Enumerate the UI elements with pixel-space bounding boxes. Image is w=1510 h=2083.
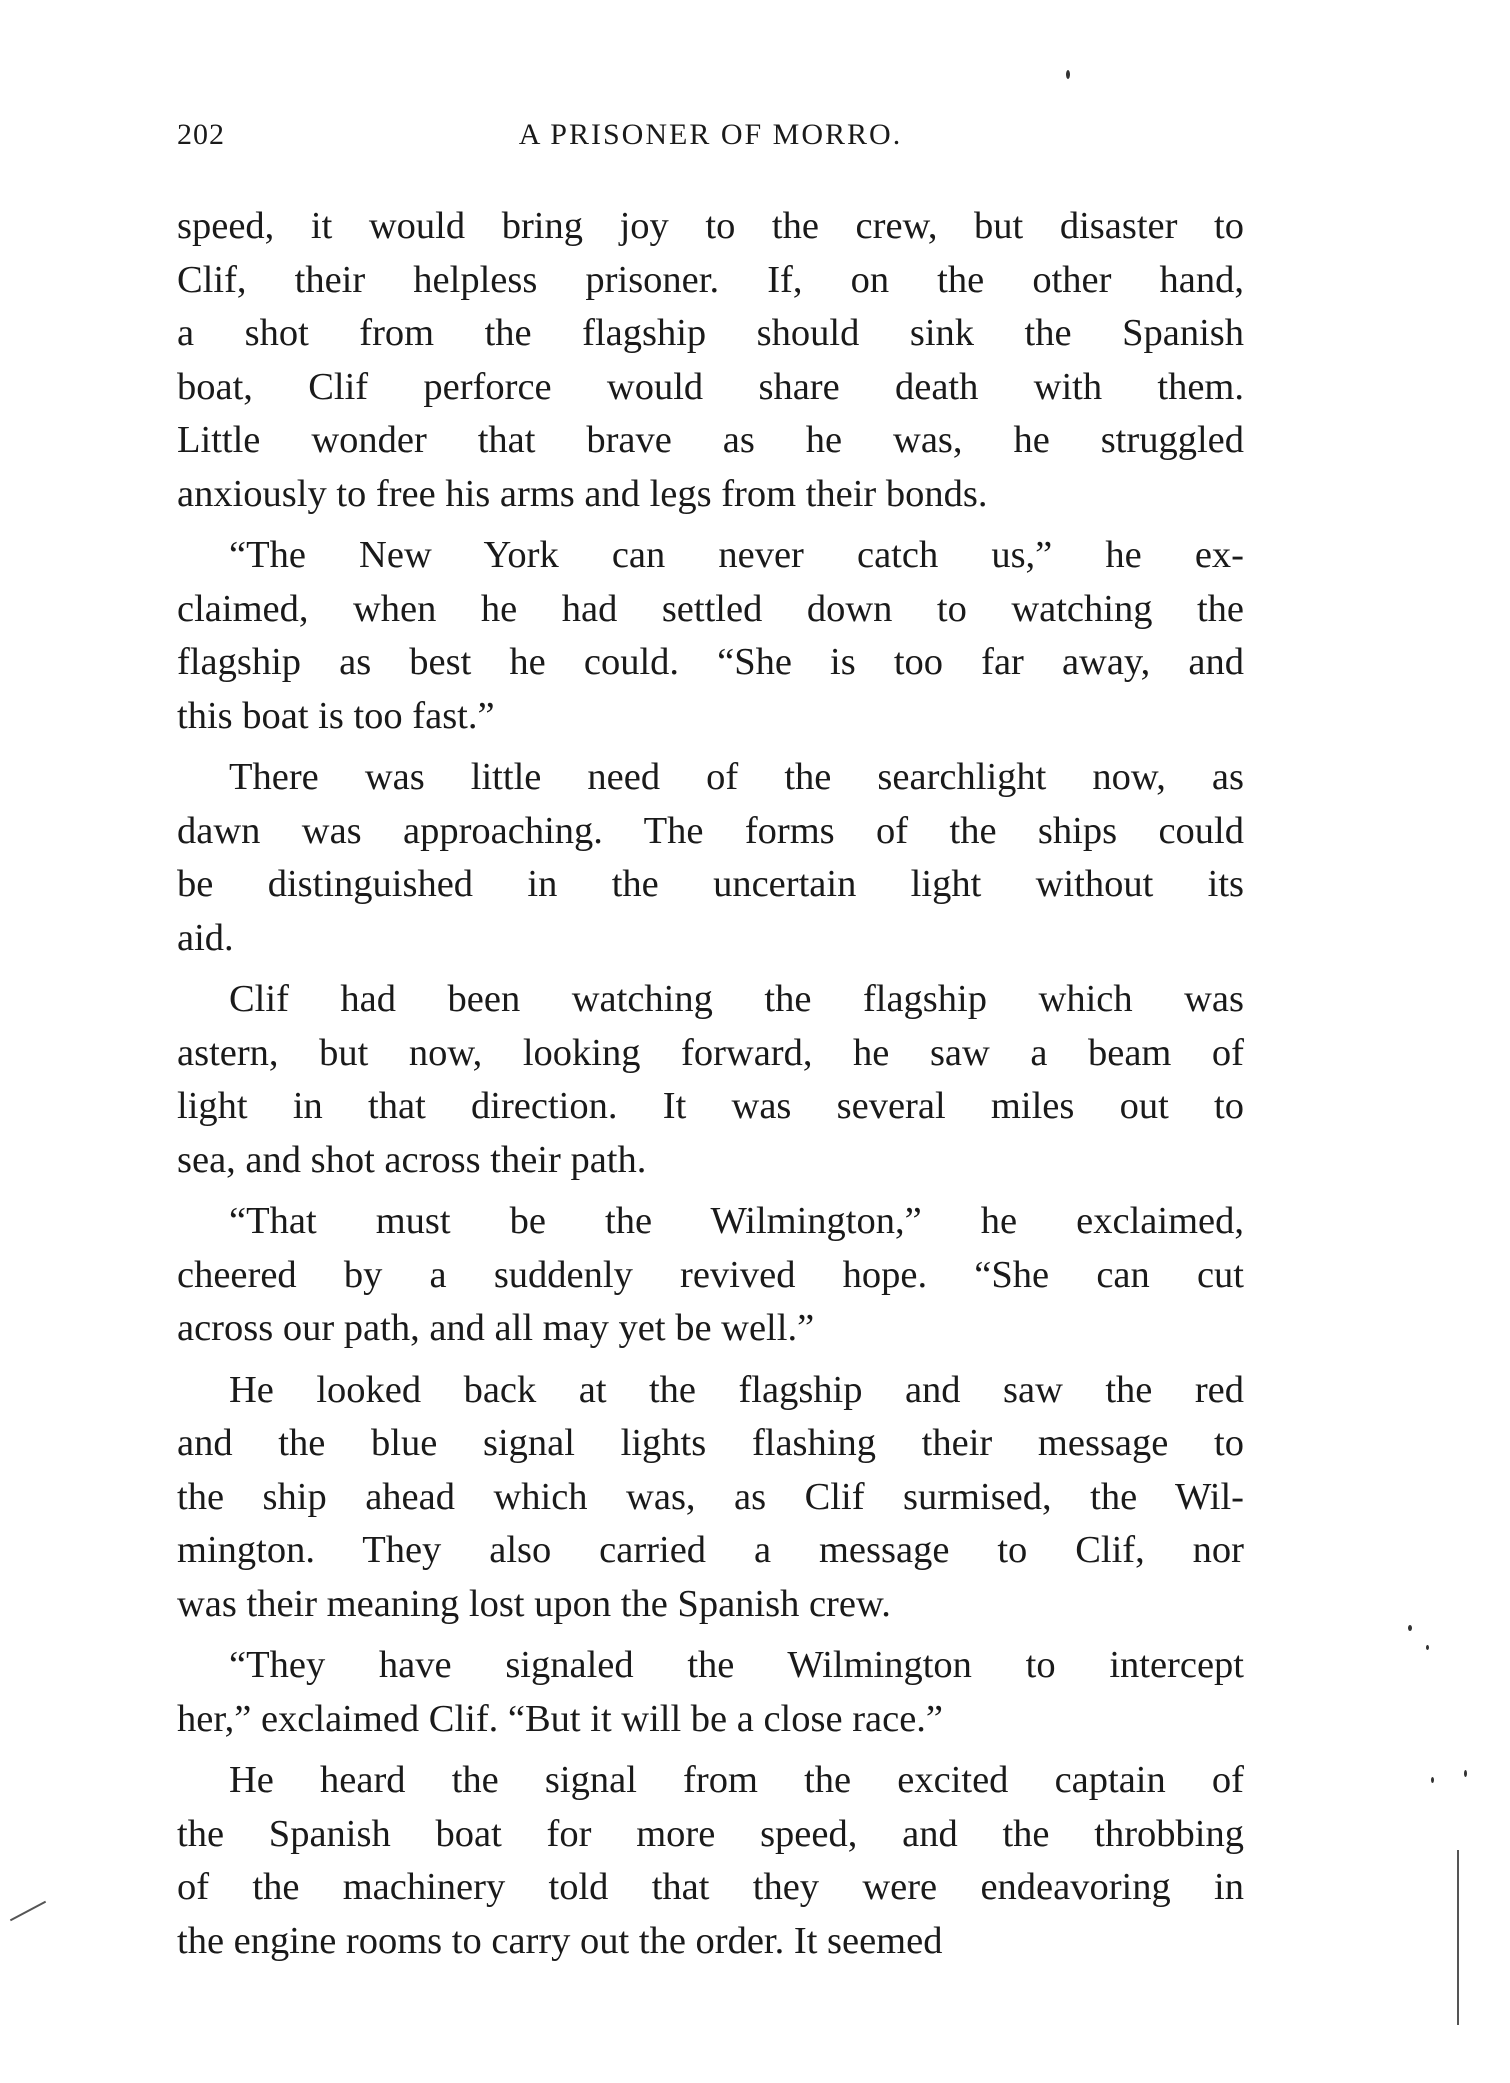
text-line: across our path, and all may yet be well.”: [177, 1307, 815, 1349]
scan-speck: [1408, 1625, 1412, 1631]
text-line: sea, and shot across their path.: [177, 1138, 647, 1181]
paragraph: [177, 200, 1244, 521]
scan-speck: [1066, 70, 1070, 79]
text-line: of the machinery told that they were endeavoring in: [177, 1866, 1244, 1908]
paragraph: [177, 973, 1244, 1187]
text-line: her,” exclaimed Clif. “But it will be a close race.”: [177, 1697, 943, 1740]
text-line: and the blue signal lights flashing their message to: [177, 1422, 1244, 1464]
text-line: boat, Clif perforce would share death with them.: [177, 365, 1244, 408]
text-line: astern, but now, looking forward, he saw a beam of: [177, 1031, 1244, 1074]
paragraph: [177, 1754, 1244, 1968]
text-line: flagship as best he could. “She is too far away, and: [177, 641, 1244, 683]
paragraph: [177, 1364, 1244, 1632]
page-header: [177, 118, 1244, 168]
paragraph: [177, 1195, 1244, 1356]
text-line: anxiously to free his arms and legs from their bonds.: [177, 472, 988, 515]
scan-edge-mark: [1457, 1850, 1459, 2025]
scan-speck: [1426, 1645, 1429, 1650]
text-line: He looked back at the flagship and saw the red: [229, 1368, 1244, 1411]
text-line: the Spanish boat for more speed, and the throbbing: [177, 1812, 1244, 1855]
text-line: a shot from the flagship should sink the Spanish: [177, 312, 1244, 354]
text-line: claimed, when he had settled down to watching the: [177, 587, 1244, 630]
text-line: Clif had been watching the flagship which was: [229, 978, 1244, 1020]
paragraph: [177, 1639, 1244, 1746]
scan-edge-mark: [10, 1901, 46, 1922]
page-number: 202: [177, 118, 225, 151]
text-line: mington. They also carried a message to Clif, nor: [177, 1529, 1244, 1571]
text-line: cheered by a suddenly revived hope. “She can cut: [177, 1253, 1244, 1296]
text-line: “That must be the Wilmington,” he exclaimed,: [229, 1200, 1244, 1242]
running-head: A PRISONER OF MORRO.: [518, 118, 903, 151]
text-line: aid.: [177, 916, 234, 959]
text-line: be distinguished in the uncertain light without its: [177, 863, 1244, 905]
body-text: [177, 200, 1244, 1976]
text-line: the engine rooms to carry out the order. It seemed: [177, 1919, 943, 1962]
scan-speck: [1431, 1777, 1434, 1783]
text-line: Little wonder that brave as he was, he struggled: [177, 419, 1244, 461]
text-line: the ship ahead which was, as Clif surmised, the Wil-: [177, 1475, 1244, 1518]
scan-speck: [1464, 1770, 1467, 1777]
paragraph: [177, 751, 1244, 965]
text-line: was their meaning lost upon the Spanish crew.: [177, 1582, 891, 1625]
text-line: Clif, their helpless prisoner. If, on the other hand,: [177, 258, 1244, 301]
text-line: There was little need of the searchlight now, as: [229, 756, 1244, 798]
paragraph: [177, 529, 1244, 743]
text-line: dawn was approaching. The forms of the ships could: [177, 809, 1244, 852]
text-line: speed, it would bring joy to the crew, but disaster to: [177, 205, 1244, 247]
text-line: “The New York can never catch us,” he ex-: [229, 534, 1244, 576]
text-line: this boat is too fast.”: [177, 694, 495, 737]
text-line: He heard the signal from the excited captain of: [229, 1759, 1244, 1801]
text-line: “They have signaled the Wilmington to intercept: [229, 1644, 1244, 1686]
text-line: light in that direction. It was several miles out to: [177, 1085, 1244, 1127]
